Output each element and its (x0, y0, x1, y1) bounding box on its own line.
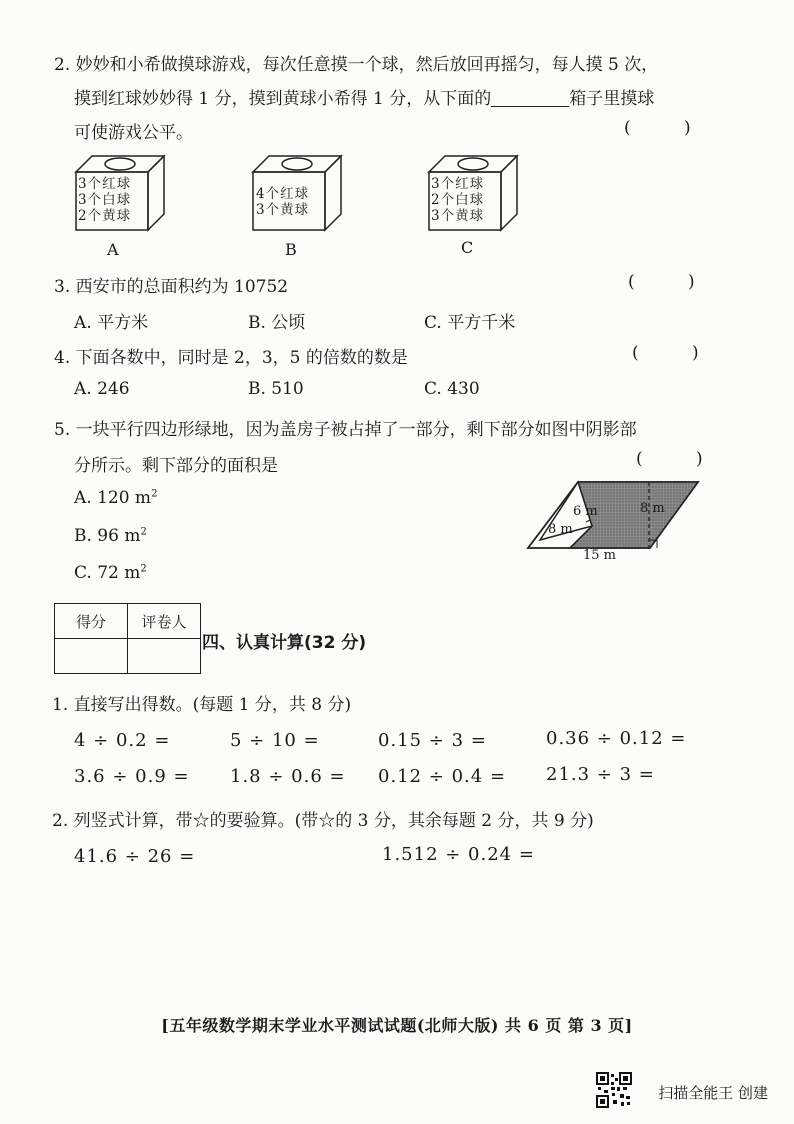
q5-line1: 5. 一块平行四边形绿地，因为盖房子被占掉了一部分，剩下部分如图中阴影部 (54, 420, 637, 440)
score-cell[interactable] (55, 639, 128, 674)
qr-code-icon (596, 1072, 632, 1108)
q4-answer-paren[interactable]: ( ) (632, 343, 723, 363)
q5-option-a[interactable]: A. 120 $m^2$ (74, 488, 158, 508)
calc1-item-3[interactable]: 0.15 ÷ 3 = (378, 730, 487, 751)
box-c-label[interactable]: C (461, 238, 474, 257)
score-table (54, 603, 201, 674)
figure-label-8m-base: 8 m (548, 522, 573, 537)
q2-line2 (74, 84, 654, 109)
calc1-item-5[interactable]: 3.6 ÷ 0.9 = (74, 766, 190, 787)
q2-line2-b: 箱子里摸球 (569, 89, 655, 109)
box-b-label[interactable]: B (285, 240, 297, 259)
q4-stem: 4. 下面各数中，同时是 2，3，5 的倍数的数是 (54, 348, 408, 368)
scanner-brand-label: 扫描全能王 创建 (658, 1084, 768, 1102)
q3-stem: 3. 西安市的总面积约为 10752 (54, 277, 289, 297)
grader-header: 评卷人 (128, 604, 201, 639)
q5-answer-paren[interactable]: ( ) (636, 449, 727, 469)
q4-option-a[interactable]: A. 246 (74, 379, 130, 399)
page-footer: [五年级数学期末学业水平测试试题(北师大版) 共 6 页 第 3 页] (161, 1016, 633, 1035)
q5-option-b[interactable]: B. 96 $m^2$ (74, 526, 147, 546)
calc2-title: 2. 列竖式计算，带☆的要验算。(带☆的 3 分，其余每题 2 分，共 9 分) (52, 811, 594, 831)
calc1-item-4[interactable]: 0.36 ÷ 0.12 = (546, 728, 687, 749)
score-header: 得分 (55, 604, 128, 639)
q4-option-c[interactable]: C. 430 (424, 379, 480, 399)
q3-option-a[interactable]: A. 平方米 (74, 313, 149, 333)
calc1-item-8[interactable]: 21.3 ÷ 3 = (546, 764, 655, 785)
calc1-item-1[interactable]: 4 ÷ 0.2 = (74, 730, 171, 751)
grader-cell[interactable] (128, 639, 201, 674)
q2-answer-blank[interactable] (491, 89, 569, 107)
q5-line2: 分所示。剩下部分的面积是 (74, 456, 278, 476)
q5-option-c[interactable]: C. 72 $m^2$ (74, 563, 147, 583)
q3-option-c[interactable]: C. 平方千米 (424, 313, 516, 333)
box-a-label[interactable]: A (107, 240, 119, 259)
calc1-item-2[interactable]: 5 ÷ 10 = (230, 730, 320, 751)
calc1-item-6[interactable]: 1.8 ÷ 0.6 = (230, 766, 346, 787)
box-c-contents: 3个红球 2个白球 3个黄球 (431, 176, 485, 224)
q2-line1: 2. 妙妙和小希做摸球游戏，每次任意摸一个球，然后放回再摇匀，每人摸 5 次， (54, 55, 659, 75)
figure-label-6m: 6 m (573, 504, 598, 519)
q3-option-b[interactable]: B. 公顷 (248, 313, 306, 333)
calc1-title: 1. 直接写出得数。(每题 1 分，共 8 分) (52, 695, 352, 715)
box-a-contents: 3个红球 3个白球 2个黄球 (78, 176, 132, 224)
calc1-item-7[interactable]: 0.12 ÷ 0.4 = (378, 766, 507, 787)
q2-line3: 可使游戏公平。 (74, 123, 193, 143)
calc2-item-1[interactable]: 41.6 ÷ 26 = (74, 846, 196, 867)
box-b-contents: 4个红球 3个黄球 (256, 186, 310, 218)
calc2-item-2[interactable]: 1.512 ÷ 0.24 = (382, 844, 535, 865)
q2-line2-a: 摸到红球妙妙得 1 分，摸到黄球小希得 1 分，从下面的 (74, 89, 492, 109)
figure-label-8m-height: 8 m (640, 501, 665, 516)
figure-label-15m: 15 m (583, 548, 617, 563)
section-4-title: 四、认真计算(32 分) (202, 633, 367, 653)
q2-answer-paren[interactable]: ( ) (624, 118, 715, 138)
q4-option-b[interactable]: B. 510 (248, 379, 304, 399)
q3-answer-paren[interactable]: ( ) (628, 272, 719, 292)
